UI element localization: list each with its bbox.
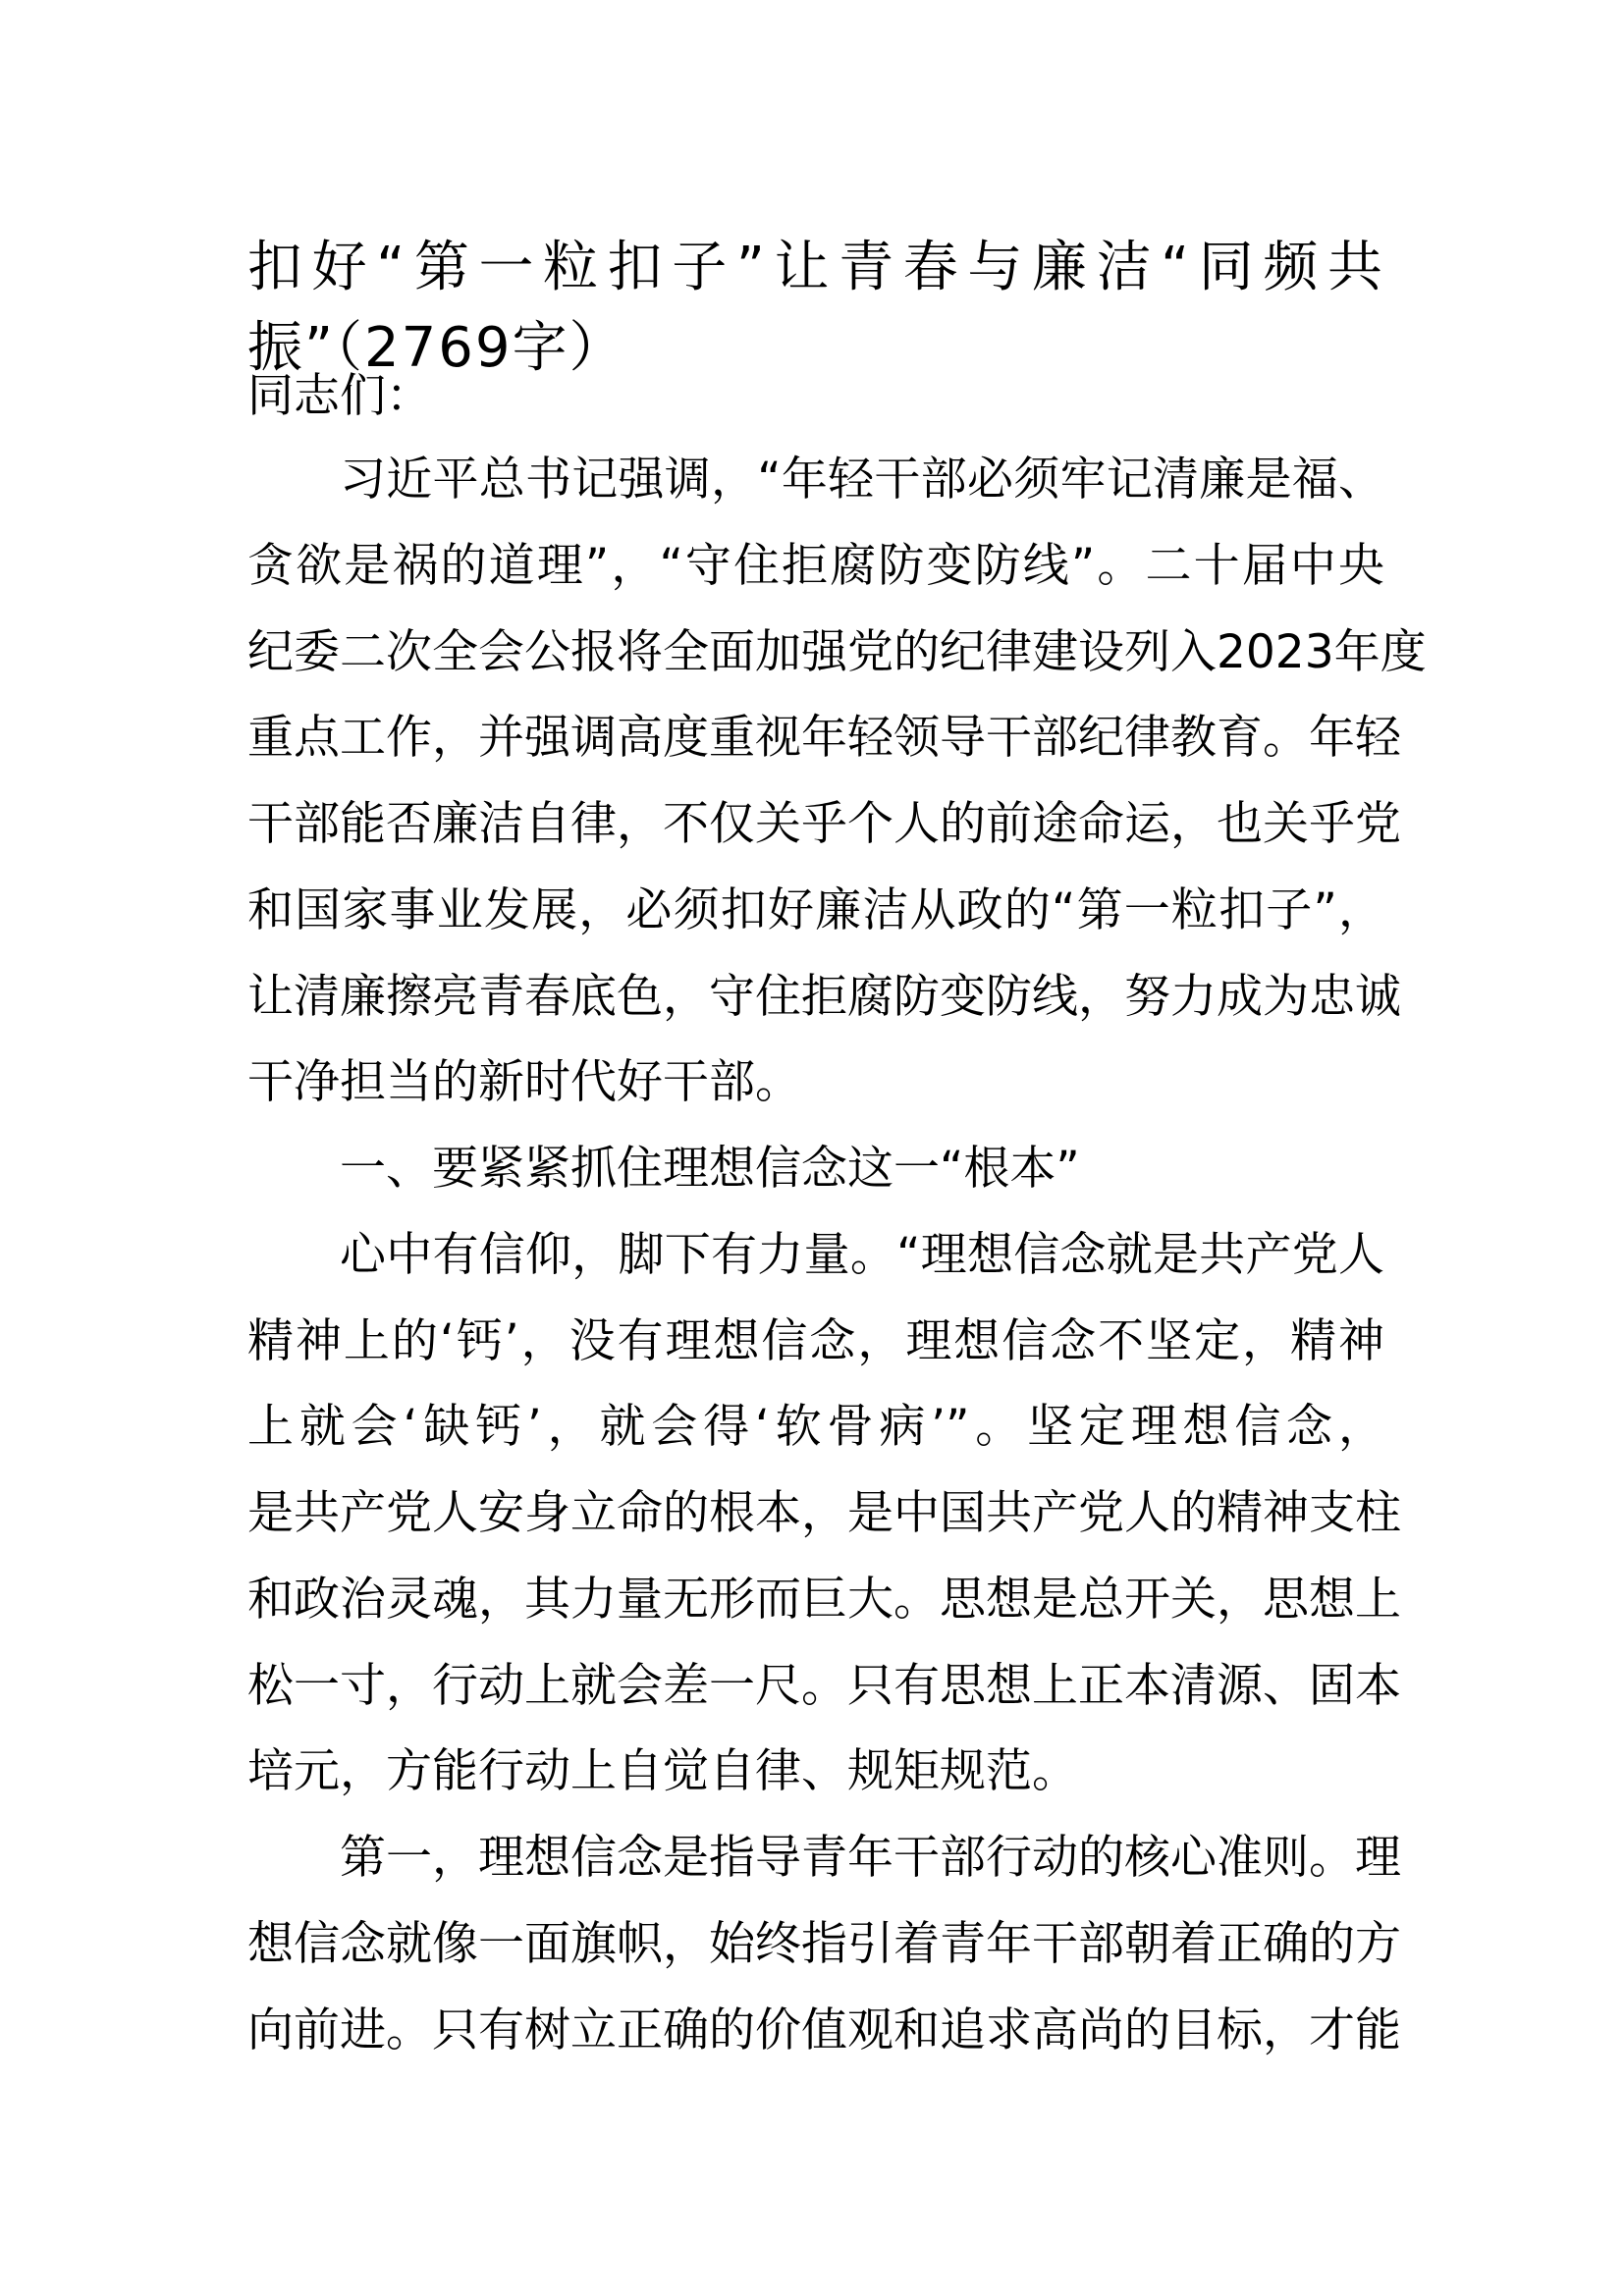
text-line: 是共产党人安身立命的根本，是中国共产党人的精神支柱 (247, 1486, 1401, 1540)
text-line: 习近平总书记强调，“年轻干部必须牢记清廉是福、 (340, 453, 1384, 507)
text-line: 一、要紧紧抓住理想信念这一“根本” (340, 1142, 1080, 1196)
salutation: 同志们： (247, 369, 432, 423)
text-line: 第一，理想信念是指导青年干部行动的核心准则。理 (340, 1831, 1401, 1885)
text-line: 干净担当的新时代好干部。 (247, 1055, 801, 1110)
text-line: 干部能否廉洁自律，不仅关乎个人的前途命运，也关乎党 (247, 797, 1401, 851)
paragraph (247, 1212, 1401, 1815)
text-line: 松一寸，行动上就会差一尺。只有思想上正本清源、固本 (247, 1658, 1401, 1713)
text-line: 精神上的‘钙’，没有理想信念，理想信念不坚定，精神 (247, 1313, 1384, 1368)
text-line: 和国家事业发展，必须扣好廉洁从政的“第一粒扣子”， (247, 882, 1384, 937)
text-line: 想信念就像一面旗帜，始终指引着青年干部朝着正确的方 (247, 1916, 1401, 1971)
text-line: 让清廉擦亮青春底色，守住拒腐防变防线，努力成为忠诚 (247, 969, 1401, 1024)
text-line: 贪欲是祸的道理”，“守住拒腐防变防线”。二十届中央 (247, 538, 1384, 593)
text-line: 纪委二次全会公报将全面加强党的纪律建设列入2023年度 (247, 624, 1427, 679)
text-line: 和政治灵魂，其力量无形而巨大。思想是总开关，思想上 (247, 1572, 1401, 1627)
text-line: 向前进。只有树立正确的价值观和追求高尚的目标，才能 (247, 2002, 1401, 2057)
text-line: 培元，方能行动上自觉自律、规矩规范。 (247, 1744, 1078, 1799)
title-line: 振”（2769字） (247, 316, 626, 380)
document-body (247, 437, 1427, 2073)
text-line: 重点工作，并强调高度重视年轻领导干部纪律教育。年轻 (247, 711, 1401, 766)
text-line: 上就会‘缺钙’，就会得‘软骨病’”。坚定理想信念， (247, 1400, 1384, 1455)
section-heading (247, 1126, 1384, 1212)
paragraph (247, 1815, 1401, 2073)
paragraph (247, 437, 1427, 1126)
title-line: 扣好“第一粒扣子”让青春与廉洁“同频共 (247, 236, 1384, 299)
text-line: 心中有信仰，脚下有力量。“理想信念就是共产党人 (340, 1227, 1384, 1282)
